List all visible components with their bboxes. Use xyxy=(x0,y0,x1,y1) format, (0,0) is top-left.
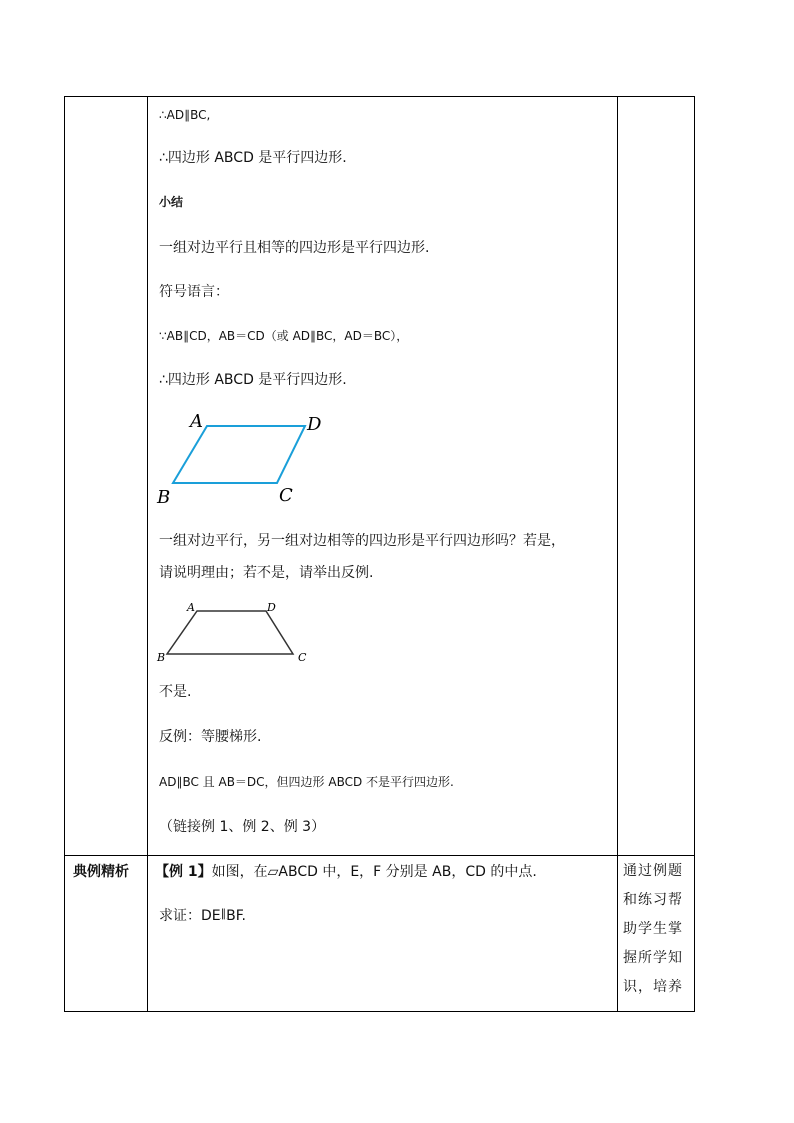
teaching-purpose xyxy=(623,857,691,1002)
vertex-label-d: D xyxy=(267,601,276,614)
question-line-1: 一组对边平行，另一组对边相等的四边形是平行四边形吗？若是， xyxy=(159,533,565,549)
vertex-label-d: D xyxy=(307,414,322,435)
vertex-label-b: B xyxy=(157,487,171,508)
symbol-language-line: ∵AB∥CD，AB＝CD（或 AD∥BC，AD＝BC）， xyxy=(159,329,409,343)
answer-text: 不是. xyxy=(159,684,192,700)
purpose-line: 助学生掌 xyxy=(623,921,683,937)
counter-example-detail: AD∥BC 且 AB＝DC，但四边形 ABCD 不是平行四边形. xyxy=(159,775,454,789)
lesson-table xyxy=(64,96,695,1012)
vertex-label-c: C xyxy=(298,651,307,664)
prove-end: BF. xyxy=(226,908,246,924)
vertex-label-c: C xyxy=(279,485,293,506)
purpose-line: 识，培养 xyxy=(623,979,683,995)
vertex-label-b: B xyxy=(157,651,166,664)
purpose-line: 和练习帮 xyxy=(623,892,683,908)
summary-heading: 小结 xyxy=(159,195,184,209)
prove-statement xyxy=(159,906,246,927)
symbol-conclusion: ∴四边形 ABCD 是平行四边形. xyxy=(159,372,347,388)
purpose-line: 通过例题 xyxy=(623,863,683,879)
column-divider-2 xyxy=(617,97,618,1011)
parallelogram-figure xyxy=(153,407,333,512)
example-1-statement xyxy=(155,862,537,882)
parallelogram-shape xyxy=(173,426,305,483)
symbol-language-label: 符号语言： xyxy=(159,284,229,300)
theorem-statement: 一组对边平行且相等的四边形是平行四边形. xyxy=(159,240,430,256)
therefore-ad-parallel-bc: ∴AD∥BC, xyxy=(159,108,211,122)
question-line-2: 请说明理由；若不是，请举出反例. xyxy=(159,565,374,581)
counter-example: 反例：等腰梯形. xyxy=(159,729,262,745)
row-divider xyxy=(65,855,694,856)
purpose-line: 握所学知 xyxy=(623,950,683,966)
column-divider-1 xyxy=(147,97,148,1011)
section-label: 典例精析 xyxy=(73,864,129,880)
conclusion-parallelogram: ∴四边形 ABCD 是平行四边形. xyxy=(159,150,347,166)
example-text: 如图，在▱ABCD 中，E，F 分别是 AB，CD 的中点. xyxy=(211,864,537,880)
link-reference: （链接例 1、例 2、例 3） xyxy=(159,819,326,835)
vertex-label-a: A xyxy=(187,601,195,614)
trapezoid-shape xyxy=(167,611,293,654)
example-tag: 【例 1】 xyxy=(155,864,212,880)
vertex-label-a: A xyxy=(190,411,203,432)
parallel-equal-symbol: ∥ xyxy=(220,907,227,920)
prove-label: 求证：DE xyxy=(159,908,221,924)
trapezoid-figure xyxy=(153,597,323,667)
